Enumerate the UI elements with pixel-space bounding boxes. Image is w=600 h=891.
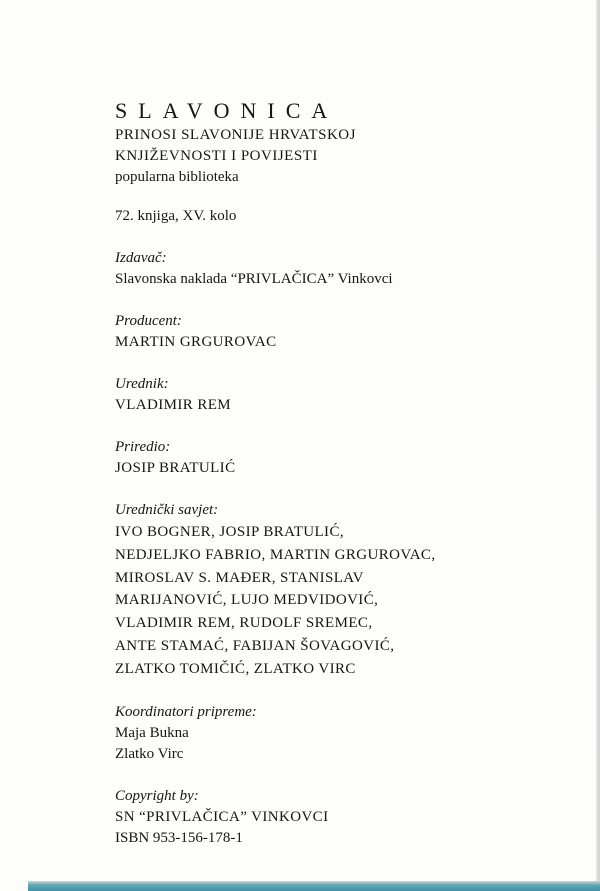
copyright-label: Copyright by: [115,787,199,804]
editorial-board-line: ZLATKO TOMIČIĆ, ZLATKO VIRC [115,660,356,677]
editorial-board-label: Urednički savjet: [115,502,219,518]
coordinator-name: Maja Bukna [115,724,189,741]
edition-info: 72. knjiga, XV. kolo [115,208,237,224]
copyright-block [115,786,585,849]
producer-block [115,311,585,353]
editor-value: VLADIMIR REM [115,397,232,413]
editorial-board-line: MARIJANOVIĆ, LUJO MEDVIDOVIĆ, [115,592,379,609]
series-title: SLAVONICA [115,98,339,123]
coordinator-name: Zlatko Virc [115,745,184,762]
coordinators-block [115,702,585,765]
publisher-value: Slavonska naklada “PRIVLAČICA” Vinkovci [115,271,393,287]
producer-value: MARTIN GRGUROVAC [115,334,277,350]
cover-edge-gap [0,881,28,891]
editor-block [115,374,585,416]
editorial-board-line: VLADIMIR REM, RUDOLF SREMEC, [115,615,373,632]
editorial-board-block [115,500,585,681]
editor-label: Urednik: [115,376,169,392]
prepared-by-value: JOSIP BRATULIĆ [115,460,236,476]
subtitle-line-1: PRINOSI SLAVONIJE HRVATSKOJ [115,127,356,143]
publisher-block [115,248,585,290]
editorial-board-line: MIROSLAV S. MAĐER, STANISLAV [115,569,364,586]
editorial-board-line: IVO BOGNER, JOSIP BRATULIĆ, [115,524,345,540]
producer-label: Producent: [115,313,182,329]
library-name: popularna biblioteka [115,169,239,185]
prepared-by-label: Priredio: [115,439,171,455]
prepared-by-block [115,437,585,479]
publisher-label: Izdavač: [115,250,167,266]
coordinators-label: Koordinatori pripreme: [115,703,257,720]
copyright-holder: SN “PRIVLAČICA” VINKOVCI [115,808,329,825]
page-edge-shadow [596,0,600,891]
editorial-board-line: ANTE STAMAĆ, FABIJAN ŠOVAGOVIĆ, [115,637,395,654]
editorial-board-line: NEDJELJKO FABRIO, MARTIN GRGUROVAC, [115,546,436,563]
isbn: ISBN 953-156-178-1 [115,829,243,846]
cover-edge-strip [0,881,600,891]
imprint-content [115,97,585,849]
subtitle-line-2: KNJIŽEVNOSTI I POVIJESTI [115,148,318,164]
